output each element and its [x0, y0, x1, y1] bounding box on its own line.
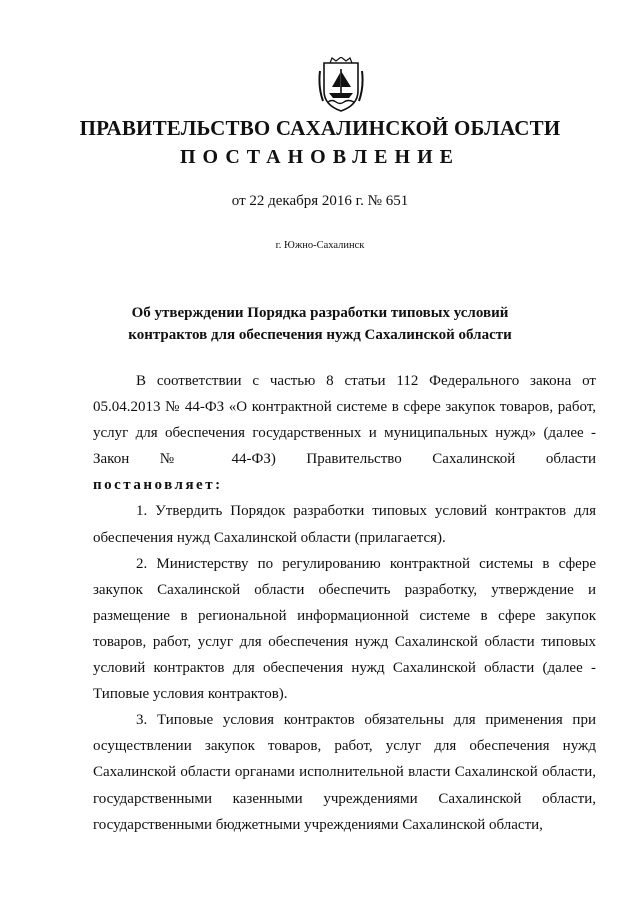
preamble-paragraph: В соответствии с частью 8 статьи 112 Федерального закона от 05.04.2013 № 44-ФЗ «О контрактной системе в сфере закупок товаров, работ, услуг для обеспечения государственных и муниципальных нужд» (далее - Закон № 44-ФЗ) Правительство Сахалинской области [93, 373, 596, 468]
decree-word: постановляет: [93, 477, 223, 494]
item-2-paragraph: 2. Министерству по регулированию контрактной системы в сфере закупок Сахалинской области обеспечить разработку, утверждение и размещение в региональной информационной системе в сфере закупок товаров, работ, услуг для обеспечения нужд Сахалинской области типовых условий контрактов для обеспечения нужд Сахалинской области (далее - Типовые условия контрактов). [93, 555, 596, 703]
document-subject [0, 302, 640, 346]
document-date-number: от 22 декабря 2016 г. № 651 [231, 193, 409, 209]
item-1-paragraph: 1. Утвердить Порядок разработки типовых условий контрактов для обеспечения нужд Сахалинской области (прилагается). [93, 503, 596, 546]
government-title: ПРАВИТЕЛЬСТВО САХАЛИНСКОЙ ОБЛАСТИ [79, 116, 561, 140]
document-city: г. Южно-Сахалинск [275, 240, 365, 251]
document-type: ПОСТАНОВЛЕНИЕ [180, 146, 460, 168]
item-3-paragraph: 3. Типовые условия контрактов обязательны для применения при осуществлении закупок товаров, работ, услуг для обеспечения нужд Сахалинской области органами исполнительной власти Сахалинской области, государственными казенными учреждениями Сахалинской области, государственными бюджетными учреждениями Сахалинской области, [93, 712, 596, 833]
subject-line-2: контрактов для обеспечения нужд Сахалинской области [128, 327, 512, 343]
document-body [93, 368, 596, 838]
sakhalin-coat-of-arms-icon [318, 57, 364, 113]
subject-line-1: Об утверждении Порядка разработки типовых условий [131, 305, 509, 321]
